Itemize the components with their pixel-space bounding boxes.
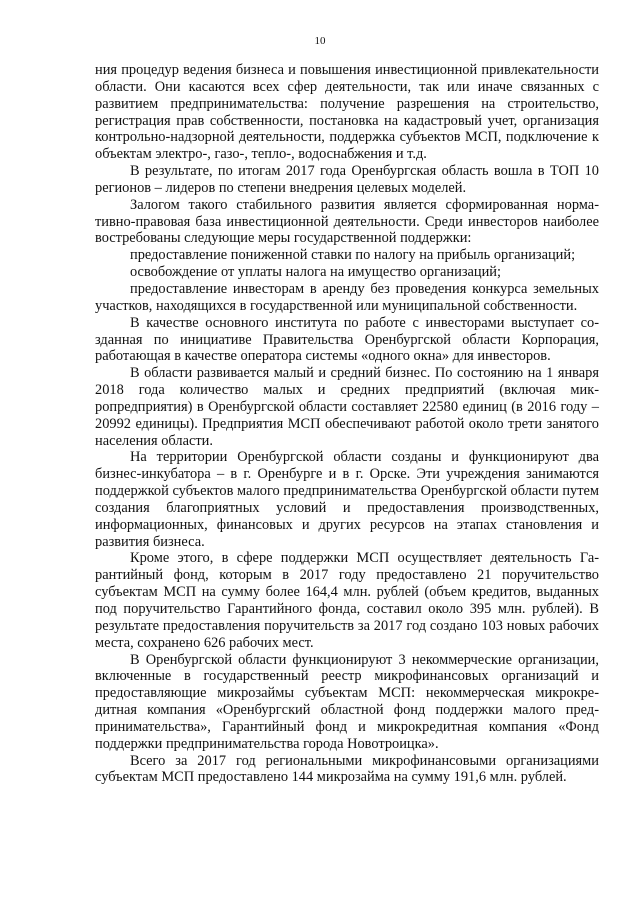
paragraph: Кроме этого, в сфере поддержки МСП осуществляет деятельность Гарантийный фонд, которым в 2017 году предоставлено 21 поручительство субъектам МСП на сумму более 164,4 млн. рублей (объем кредитов, выданных под поручительство Гарантийного фонда, составил около 395 млн. рублей). В результате предоставления поручительств за 2017 год создано 103 новых рабочих места, сохранено 626 рабочих мест. bbox=[95, 550, 599, 651]
paragraph: Всего за 2017 год региональными микрофинансовыми организациями субъектам МСП предоставлено 144 микрозайма на сумму 191,6 млн. рублей. bbox=[95, 752, 599, 786]
list-item: освобождение от уплаты налога на имущество организаций; bbox=[130, 264, 501, 281]
list-item: предоставление инвесторам в аренду без проведения конкурса земельных участков, находящихся в государственной или муниципальной собственности. bbox=[95, 280, 599, 314]
paragraph: В Оренбургской области функционируют 3 некоммерческие организации, включенные в государственный реестр микрофинансовых организаций и предоставляющие микрозаймы субъектам МСП: некоммерческая микрокредитная компания «Оренбургский областной фонд поддержки малого предпринимательства», Гарантийный фонд и микрокредитная компания «Фонд поддержки предпринимательства города Новотроицка». bbox=[95, 651, 599, 752]
paragraph: Залогом такого стабильного развития является сформированная нормативно-правовая база инвестиционной деятельности. Среди инвесторов наиболее востребованы следующие меры государственной поддержки: bbox=[95, 196, 599, 247]
page-number: 10 bbox=[314, 35, 326, 47]
body-text bbox=[95, 62, 599, 786]
list-item: предоставление пониженной ставки по налогу на прибыль организаций; bbox=[130, 247, 576, 264]
paragraph: В качестве основного института по работе с инвесторами выступает созданная по инициативе Правительства Оренбургской области Корпорация, работающая в качестве оператора системы «одного окна» для инвесторов. bbox=[95, 314, 599, 365]
paragraph: В результате, по итогам 2017 года Оренбургская область вошла в ТОП 10 регионов – лидеров по степени внедрения целевых моделей. bbox=[95, 163, 599, 196]
paragraph: На территории Оренбургской области созданы и функционируют два бизнес-инкубатора – в г. Оренбурге и в г. Орске. Эти учреждения занимаются поддержкой субъектов малого предпринимательства Оренбургской области путем создания благоприятных условий и предоставления производственных, информационных, финансовых и других ресурсов на этапах становления и развития бизнеса. bbox=[95, 449, 599, 550]
paragraph: ния процедур ведения бизнеса и повышения инвестиционной привлекательности области. Они касаются всех сфер деятельности, так или иначе связанных с развитием предпринимательства: получение разрешения на строительство, регистрация прав собственности, постановка на кадастровый учет, организация контрольно-надзорной деятельности, поддержка субъектов МСП, подключение к объектам электро-, газо-, тепло-, водоснабжения и т.д. bbox=[95, 62, 599, 163]
paragraph: В области развивается малый и средний бизнес. По состоянию на 1 января 2018 года количество малых и средних предприятий (включая микропредприятия) в Оренбургской области составляет 22580 единиц (в 2016 году –20992 единицы). Предприятия МСП обеспечивают работой около трети занятого населения области. bbox=[95, 365, 599, 449]
